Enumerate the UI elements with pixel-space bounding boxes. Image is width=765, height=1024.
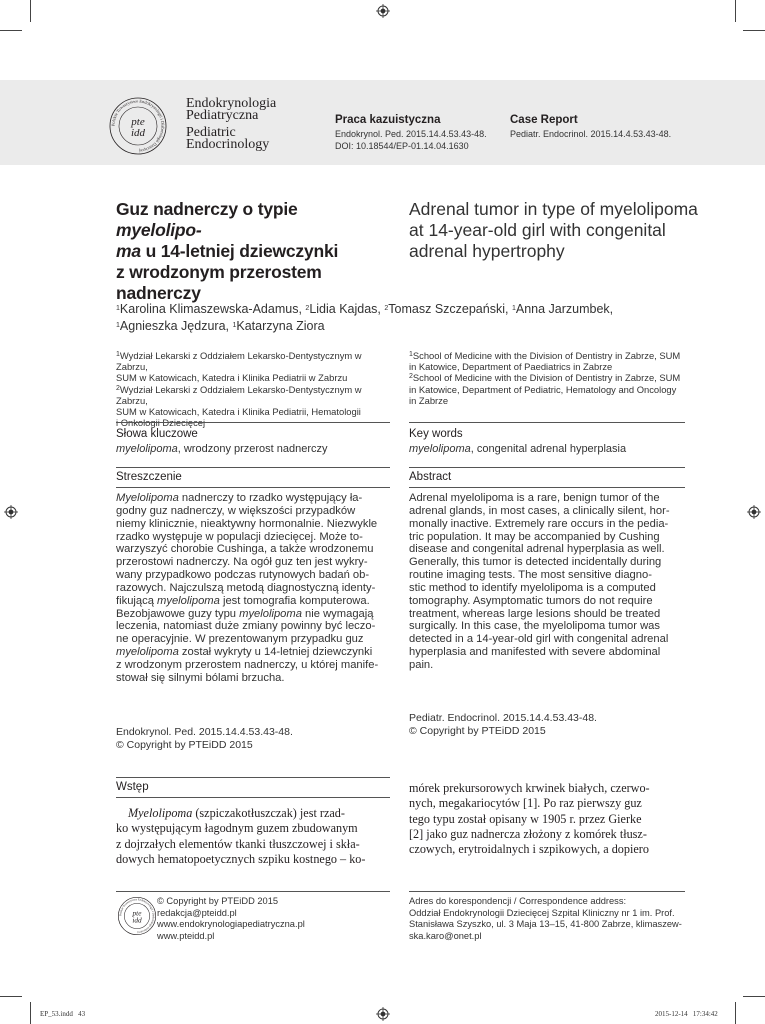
article-ref-pl: Endokrynol. Ped. 2015.14.4.53.43-48. (335, 129, 487, 139)
crop-mark-tr-h (743, 30, 765, 31)
footer-url2-link[interactable]: www.pteidd.pl (157, 930, 215, 941)
article-type-en: Case Report (510, 114, 578, 126)
intro-rule-top (116, 777, 390, 778)
journal-logo-seal-icon (108, 96, 168, 156)
keywords-heading-pl: Słowa kluczowe (116, 428, 198, 440)
title-english: Adrenal tumor in type of myelolipoma at 14-year-old girl with congenital adrenal hypertrophy (409, 199, 698, 261)
abstract-subrule-en (409, 487, 685, 488)
footer-copyright: © Copyright by PTEiDD 2015 (157, 896, 279, 906)
registration-mark-icon (4, 505, 18, 519)
abstract-polish: Myelolipoma nadnerczy to rzadko występujący ła- godny guz nadnerczy, w większości przypadków niemy klinicznie, nieaktywny hormonalnie. Niezwykle rzadko występuje w populacji dziecięcej. Może to- warzyszyć chorobie Cushinga, a także wrodzonemu przerostowi nadnerczy. Na ogół guz ten jest wykry- wany przypadkowo podczas rutynowych badań ob- razowych. Najczulszą metodą diagnostyczną identy- fikującą myelolipoma jest tomografia komputerowa. Bezobjawowe guzy typu myelolipoma nie wymagają leczenia, natomiast duże zmiany powinny być leczo- ne operacyjnie. W prezentowanym przypadku guz myelolipoma został wykryty u 14-letniej dziewczynki z wrodzonym przerostem nadnerczy, u której manife- stował się silnymi bólami brzucha. (116, 492, 379, 684)
brand-line2: Pediatryczna (186, 108, 259, 123)
slug-timestamp: 2015-12-14 17:34:42 (655, 1010, 718, 1018)
affiliations-english: $^1$School of Medicine with the Division of Dentistry in Zabrze, SUM in Katowice, Department of Paediatrics in Zabrze $^2$School of Medicine with the Division of Dentistry in Zabrze, SUM in Katowice, Department of Pediatric, Hematology and Oncology in Zabrze (409, 350, 681, 406)
intro-column-1: Myelolipoma (szpiczakotłuszczak) jest rzad- ko występującym łagodnym guzem zbudowanym z dojrzałych elementów tkanki tłuszczowej i skła- dowych hematopoetycznych szpiku kostnego – ko- (116, 806, 366, 866)
crop-mark-bl-v (30, 1002, 31, 1024)
footer-url1-link[interactable]: www.endokrynologiapediatryczna.pl (157, 919, 305, 929)
registration-mark-icon (376, 1007, 390, 1021)
article-ref-en: Pediatr. Endocrinol. 2015.14.4.53.43-48. (510, 129, 672, 139)
footer-contact (157, 896, 305, 942)
svg-text:idd: idd (132, 915, 142, 925)
article-doi[interactable]: DOI: 10.18544/EP-01.14.04.1630 (335, 141, 469, 151)
author-list: $^1$Karolina Klimaszewska-Adamus, $^2$Lidia Kajdas, $^2$Tomasz Szczepański, $^1$Anna Jarzumbek, $^1$Agnieszka Jędzura, $^1$Katarzyna Ziora (116, 302, 614, 333)
keywords-pl: myelolipoma, wrodzony przerost nadnerczy (116, 443, 328, 455)
registration-mark-icon (376, 4, 390, 18)
abstract-heading-pl: Streszczenie (116, 471, 182, 483)
abstract-english: Adrenal myelolipoma is a rare, benign tumor of the adrenal glands, in most cases, a clinically silent, hor- monally inactive. Extremely rare occurs in the pedia- tric population. It may be accompanied by Cushing disease and congenital adrenal hyperplasia as well. Generally, this tumor is detected incidentally during routine imaging tests. The most sensitive diagno- stic method to identify myelolipoma is a computed tomography. Asymptomatic tumors do not require treatment, whereas large lesions should be treated surgically. In this case, the myelolipoma tumor was detected in a 14-year-old girl with congenital adrenal hyperplasia and manifested with severe abdominal pain. (409, 492, 670, 671)
correspondence-address: Adres do korespondencji / Correspondence address: Oddział Endokrynologii Dziecięcej Szpital Kliniczny nr 1 im. Prof. Stanisława Szyszko, ul. 3 Maja 13–15, 41-800 Zabrze, klimaszew- ska.karo@onet.pl (409, 896, 682, 941)
crop-mark-tr-v (735, 0, 736, 22)
footer-rule-right (409, 891, 685, 892)
crop-mark-tl-v (30, 0, 31, 22)
intro-column-2: mórek prekursorowych krwinek białych, czerwo- nych, megakariocytów [1]. Po raz pierwszy guz tego typu został opisany w 1905 r. przez Gierke [2] jako guz nadnercza złożony z komórek tłusz- czowych, erytroidalnych i szpikowych, a dopiero (409, 781, 650, 857)
registration-mark-icon (747, 505, 761, 519)
svg-text:idd: idd (130, 127, 146, 139)
keywords-rule-en (409, 422, 685, 423)
svg-text:Polskie Towarzystwo Endokrynol: Polskie Towarzystwo Endokrynologii i Diabetologii Dziecięcej (110, 98, 166, 154)
title-polish: Guz nadnerczy o typie myelolipo- ma u 14-letniej dziewczynki z wrodzonym przerostem nadnerczy (116, 199, 339, 303)
intro-rule-bottom (116, 797, 390, 798)
citation-en: Pediatr. Endocrinol. 2015.14.4.53.43-48. © Copyright by PTEiDD 2015 (409, 712, 597, 737)
brand-line1: Endokrynologia (186, 96, 277, 111)
abstract-subrule-pl (116, 487, 390, 488)
footer-email-link[interactable]: redakcja@pteidd.pl (157, 907, 237, 918)
crop-mark-br-v (735, 1002, 736, 1024)
svg-text:pte: pte (132, 908, 142, 918)
crop-mark-tl-h (0, 30, 22, 31)
intro-heading: Wstęp (116, 781, 149, 793)
abstract-rule-en (409, 467, 685, 468)
crop-mark-br-h (743, 996, 765, 997)
footer-rule-left (116, 891, 390, 892)
keywords-heading-en: Key words (409, 428, 463, 440)
abstract-rule-pl (116, 467, 390, 468)
affiliations-polish: $^1$Wydział Lekarski z Oddziałem Lekarsko-Dentystycznym w Zabrzu, SUM w Katowicach, Katedra i Klinika Pediatrii w Zabrzu $^2$Wydział Lekarski z Oddziałem Lekarsko-Dentystycznym w Zabrzu, SUM w Katowicach, Katedra i Klinika Pediatrii, Hematologii (116, 350, 362, 418)
article-type-pl: Praca kazuistyczna (335, 114, 441, 126)
brand-line3: Pediatric (186, 125, 236, 140)
svg-text:pte: pte (131, 116, 145, 128)
svg-text:Polskie Towarzystwo Endokrynol: Polskie Towarzystwo Endokrynologii i Diabetologii Dziecięcej (118, 897, 156, 935)
footer-logo-seal-icon (117, 896, 157, 936)
keywords-en: myelolipoma, congenital adrenal hyperplasia (409, 443, 627, 455)
keywords-rule-pl (116, 422, 390, 423)
slug-filename: EP_53.indd 43 (40, 1010, 86, 1018)
crop-mark-bl-h (0, 996, 22, 997)
brand-line4: Endocrinology (186, 137, 270, 152)
abstract-heading-en: Abstract (409, 471, 452, 483)
citation-pl: Endokrynol. Ped. 2015.14.4.53.43-48. © Copyright by PTEiDD 2015 (116, 726, 293, 751)
